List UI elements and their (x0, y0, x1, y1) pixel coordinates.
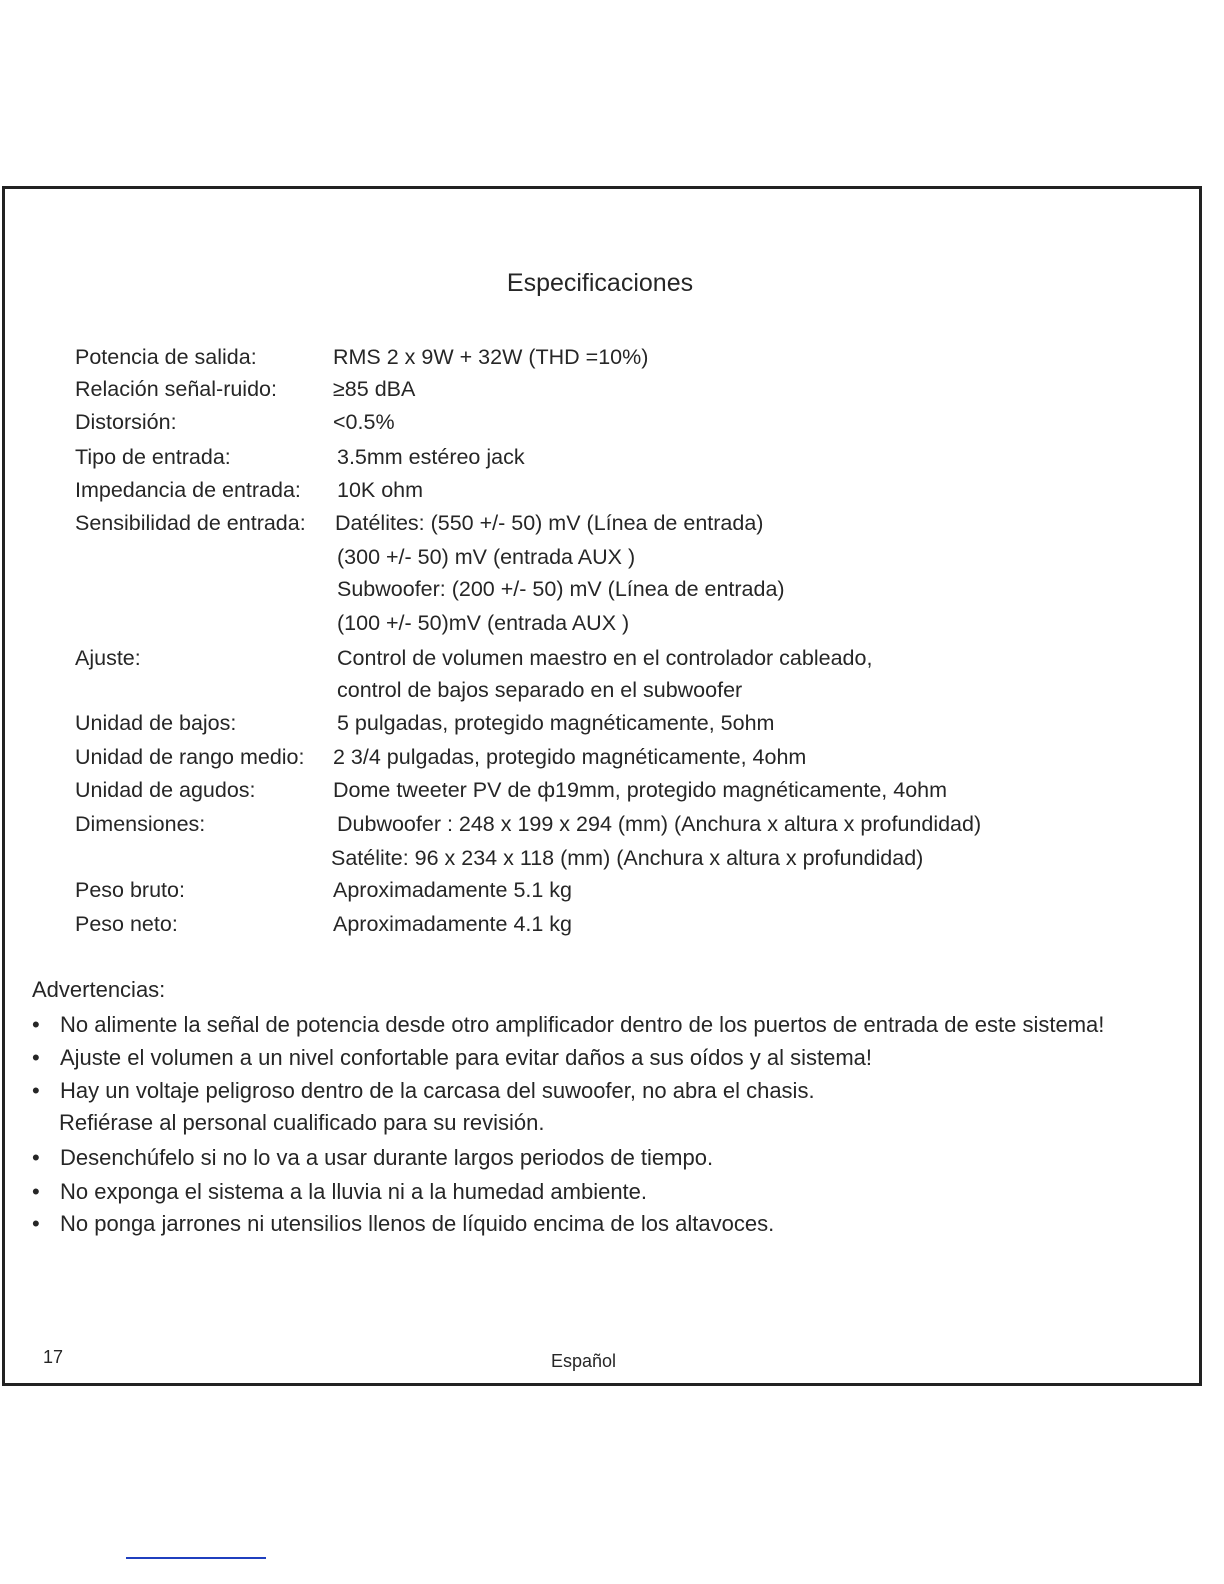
bullet-icon: • (32, 1145, 40, 1170)
footer-language: Español (551, 1351, 617, 1371)
spec-label: Relación señal-ruido: (75, 377, 277, 401)
spec-value: Dubwoofer : 248 x 199 x 294 (mm) (Anchura x altura x profundidad) (337, 812, 982, 836)
spec-label: Peso bruto: (75, 878, 185, 902)
spec-label: Unidad de bajos: (75, 711, 237, 735)
spec-value: Satélite: 96 x 234 x 118 (mm) (Anchura x altura x profundidad) (331, 846, 924, 870)
spec-value: 5 pulgadas, protegido magnéticamente, 5ohm (337, 711, 775, 735)
spec-value: RMS 2 x 9W + 32W (THD =10%) (333, 345, 649, 369)
spec-value: control de bajos separado en el subwoofer (337, 678, 743, 702)
warnings-heading: Advertencias: (32, 977, 166, 1002)
spec-value: ≥85 dBA (333, 377, 416, 401)
warning-text: No ponga jarrones ni utensilios llenos de líquido encima de los altavoces. (60, 1211, 775, 1236)
spec-label: Sensibilidad de entrada: (75, 511, 306, 535)
spec-label: Unidad de agudos: (75, 778, 256, 802)
spec-label: Distorsión: (75, 410, 177, 434)
spec-label: Potencia de salida: (75, 345, 257, 369)
spec-value: <0.5% (333, 410, 395, 434)
warning-item (32, 1012, 1104, 1038)
bullet-icon: • (32, 1012, 40, 1037)
bullet-icon: • (32, 1078, 40, 1103)
warning-text: Ajuste el volumen a un nivel confortable para evitar daños a sus oídos y al sistema! (60, 1045, 873, 1070)
spec-label: Tipo de entrada: (75, 445, 231, 469)
warning-text: Desenchúfelo si no lo va a usar durante largos periodos de tiempo. (60, 1145, 714, 1170)
spec-value: Aproximadamente 4.1 kg (333, 912, 573, 936)
warning-item (32, 1211, 774, 1237)
page-number: 17 (43, 1347, 64, 1367)
spec-value: Aproximadamente 5.1 kg (333, 878, 573, 902)
bullet-icon: • (32, 1211, 40, 1236)
warning-text: No alimente la señal de potencia desde otro amplificador dentro de los puertos de entrada de este sistema! (60, 1012, 1105, 1037)
spec-value: Dome tweeter PV de ф19mm, protegido magnéticamente, 4ohm (333, 778, 948, 802)
warning-item (32, 1078, 815, 1104)
warning-text: Hay un voltaje peligroso dentro de la carcasa del suwoofer, no abra el chasis. (60, 1078, 815, 1103)
spec-value: Datélites: (550 +/- 50) mV (Línea de entrada) (335, 511, 764, 535)
spec-value: 10K ohm (337, 478, 424, 502)
warning-text: No exponga el sistema a la lluvia ni a la humedad ambiente. (60, 1179, 648, 1204)
spec-value: (100 +/- 50)mV (entrada AUX ) (337, 611, 630, 635)
divider-line (126, 1557, 266, 1559)
page-title: Especificaciones (506, 269, 694, 297)
bullet-icon: • (32, 1045, 40, 1070)
page-frame (2, 186, 1202, 1386)
spec-value: 3.5mm estéreo jack (337, 445, 525, 469)
spec-value: (300 +/- 50) mV (entrada AUX ) (337, 545, 636, 569)
warning-item (32, 1045, 872, 1071)
spec-label: Ajuste: (75, 646, 141, 670)
bullet-icon: • (32, 1179, 40, 1204)
spec-value: Control de volumen maestro en el controlador cableado, (337, 646, 873, 670)
warning-item (32, 1179, 647, 1205)
spec-label: Dimensiones: (75, 812, 206, 836)
spec-value: Subwoofer: (200 +/- 50) mV (Línea de entrada) (337, 577, 785, 601)
spec-label: Impedancia de entrada: (75, 478, 301, 502)
warning-continuation: Refiérase al personal cualificado para su revisión. (59, 1110, 545, 1135)
spec-label: Unidad de rango medio: (75, 745, 305, 769)
warning-item (32, 1145, 713, 1171)
spec-value: 2 3/4 pulgadas, protegido magnéticamente, 4ohm (333, 745, 807, 769)
spec-label: Peso neto: (75, 912, 178, 936)
